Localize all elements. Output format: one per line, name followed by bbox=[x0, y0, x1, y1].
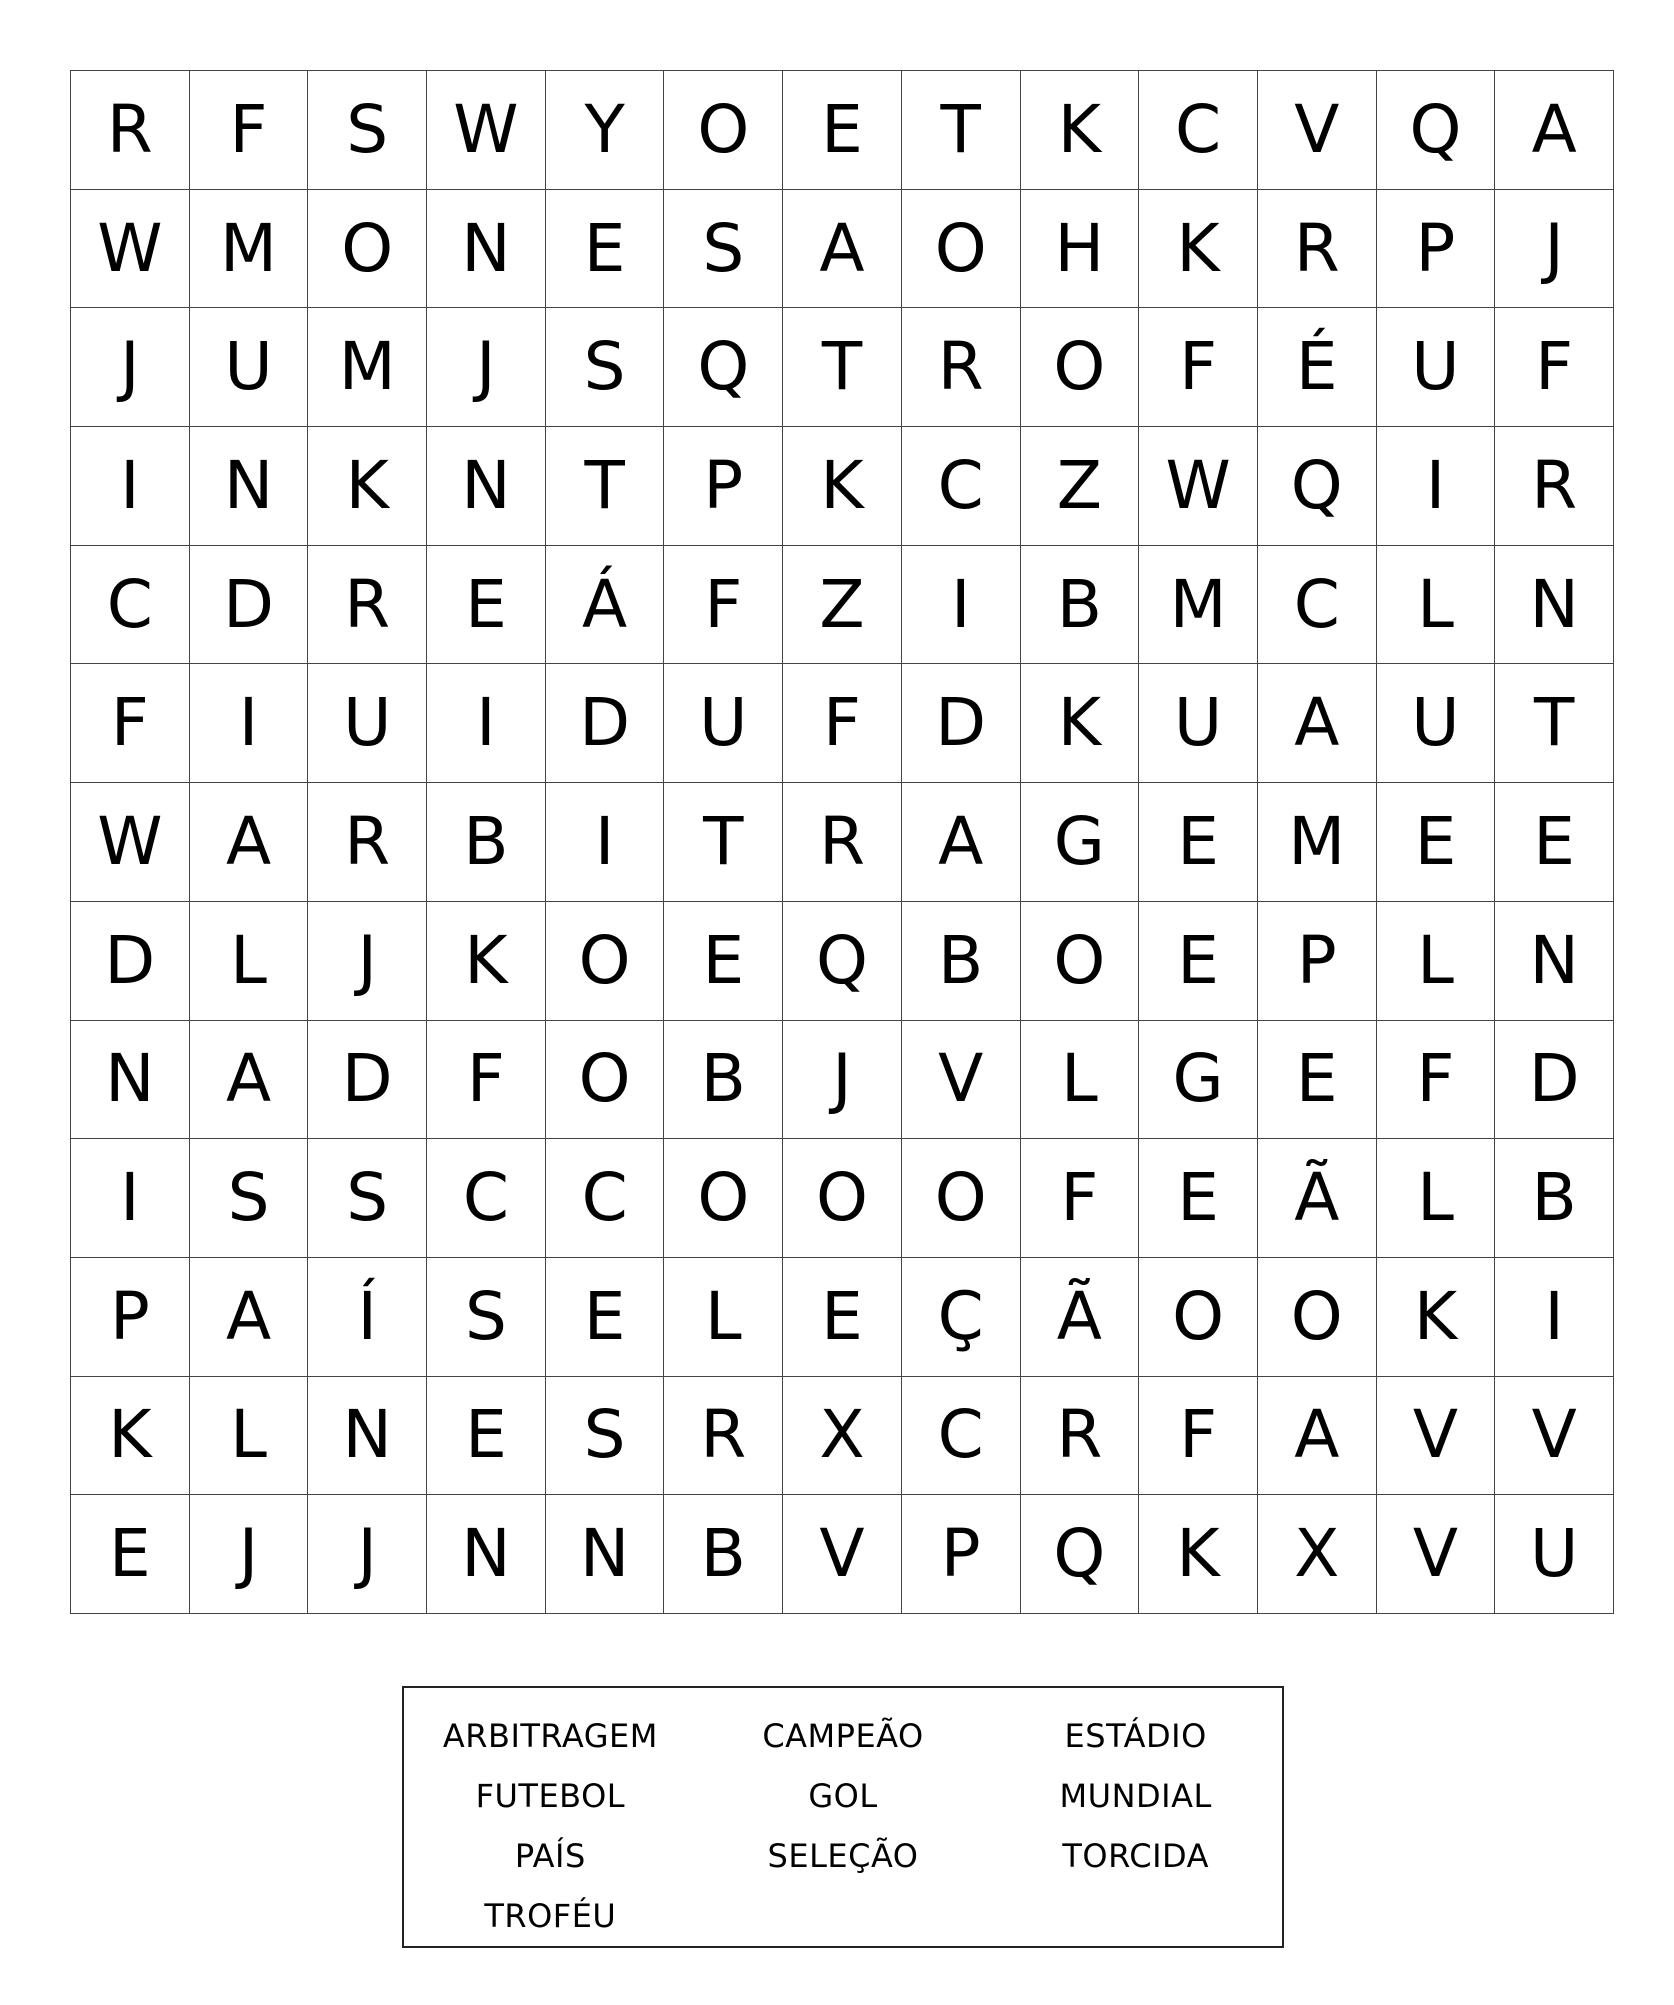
grid-cell[interactable]: D bbox=[190, 546, 309, 665]
word-list-item: FUTEBOL bbox=[475, 1777, 626, 1815]
grid-cell[interactable]: N bbox=[1495, 546, 1614, 665]
grid-cell[interactable]: R bbox=[902, 308, 1021, 427]
grid-cell[interactable]: E bbox=[546, 1258, 665, 1377]
grid-cell[interactable]: L bbox=[664, 1258, 783, 1377]
grid-cell[interactable]: E bbox=[783, 71, 902, 190]
grid-cell[interactable]: M bbox=[190, 190, 309, 309]
grid-cell[interactable]: V bbox=[902, 1021, 1021, 1140]
grid-cell[interactable]: U bbox=[1495, 1495, 1614, 1614]
grid-cell[interactable]: Q bbox=[1021, 1495, 1140, 1614]
grid-cell[interactable]: S bbox=[546, 1377, 665, 1496]
grid-cell[interactable]: U bbox=[308, 664, 427, 783]
grid-cell[interactable]: B bbox=[902, 902, 1021, 1021]
grid-cell[interactable]: N bbox=[427, 1495, 546, 1614]
word-list-box bbox=[402, 1686, 1284, 1948]
grid-cell[interactable]: G bbox=[1021, 783, 1140, 902]
grid-cell[interactable]: I bbox=[1377, 427, 1496, 546]
grid-cell[interactable]: C bbox=[427, 1139, 546, 1258]
grid-cell[interactable]: R bbox=[308, 783, 427, 902]
grid-cell[interactable]: B bbox=[664, 1021, 783, 1140]
grid-cell[interactable]: D bbox=[902, 664, 1021, 783]
grid-cell[interactable]: O bbox=[902, 1139, 1021, 1258]
grid-cell[interactable]: O bbox=[902, 190, 1021, 309]
grid-cell[interactable]: N bbox=[190, 427, 309, 546]
grid-cell[interactable]: Z bbox=[1021, 427, 1140, 546]
grid-cell[interactable]: O bbox=[664, 1139, 783, 1258]
grid-cell[interactable]: W bbox=[71, 783, 190, 902]
grid-cell[interactable]: N bbox=[71, 1021, 190, 1140]
word-list-item: TORCIDA bbox=[1062, 1837, 1209, 1875]
grid-cell[interactable]: I bbox=[902, 546, 1021, 665]
grid-cell[interactable]: F bbox=[1021, 1139, 1140, 1258]
grid-cell[interactable]: S bbox=[190, 1139, 309, 1258]
word-list-item: TROFÉU bbox=[484, 1897, 617, 1935]
grid-cell[interactable]: L bbox=[1377, 902, 1496, 1021]
word-list-item: MUNDIAL bbox=[1059, 1777, 1212, 1815]
grid-cell[interactable]: D bbox=[546, 664, 665, 783]
grid-cell[interactable]: F bbox=[664, 546, 783, 665]
grid-cell[interactable]: A bbox=[190, 1021, 309, 1140]
grid-cell[interactable]: J bbox=[427, 308, 546, 427]
grid-cell[interactable]: S bbox=[308, 1139, 427, 1258]
grid-cell[interactable]: R bbox=[783, 783, 902, 902]
grid-cell[interactable]: S bbox=[308, 71, 427, 190]
grid-cell[interactable]: W bbox=[71, 190, 190, 309]
grid-cell[interactable]: F bbox=[783, 664, 902, 783]
grid-cell[interactable]: F bbox=[1377, 1021, 1496, 1140]
word-list-item: GOL bbox=[808, 1777, 878, 1815]
grid-cell[interactable]: J bbox=[190, 1495, 309, 1614]
grid-cell[interactable]: O bbox=[546, 1021, 665, 1140]
grid-cell[interactable]: U bbox=[1377, 308, 1496, 427]
grid-cell[interactable]: U bbox=[190, 308, 309, 427]
grid-cell[interactable]: W bbox=[1139, 427, 1258, 546]
grid-cell[interactable]: W bbox=[427, 71, 546, 190]
grid-cell[interactable]: P bbox=[902, 1495, 1021, 1614]
grid-cell[interactable]: L bbox=[1377, 546, 1496, 665]
grid-cell[interactable]: E bbox=[546, 190, 665, 309]
grid-cell[interactable]: E bbox=[427, 546, 546, 665]
grid-cell[interactable]: R bbox=[71, 71, 190, 190]
grid-cell[interactable]: J bbox=[1495, 190, 1614, 309]
grid-cell[interactable]: N bbox=[308, 1377, 427, 1496]
word-list-item: ESTÁDIO bbox=[1064, 1717, 1207, 1755]
grid-cell[interactable]: F bbox=[71, 664, 190, 783]
grid-cell[interactable]: K bbox=[1021, 71, 1140, 190]
grid-cell[interactable]: K bbox=[783, 427, 902, 546]
grid-cell[interactable]: O bbox=[1258, 1258, 1377, 1377]
word-list-column bbox=[697, 1706, 990, 1946]
grid-cell[interactable]: Q bbox=[1377, 71, 1496, 190]
word-search-grid bbox=[70, 70, 1614, 1614]
grid-cell[interactable]: E bbox=[1139, 902, 1258, 1021]
grid-cell[interactable]: K bbox=[1139, 1495, 1258, 1614]
grid-cell[interactable]: A bbox=[1258, 664, 1377, 783]
grid-cell[interactable]: B bbox=[1021, 546, 1140, 665]
grid-cell[interactable]: I bbox=[71, 1139, 190, 1258]
grid-cell[interactable]: L bbox=[1021, 1021, 1140, 1140]
grid-cell[interactable]: É bbox=[1258, 308, 1377, 427]
grid-cell[interactable]: A bbox=[1258, 1377, 1377, 1496]
grid-cell[interactable]: C bbox=[902, 427, 1021, 546]
grid-cell[interactable]: E bbox=[664, 902, 783, 1021]
grid-cell[interactable]: K bbox=[308, 427, 427, 546]
grid-cell[interactable]: M bbox=[1258, 783, 1377, 902]
grid-cell[interactable]: E bbox=[783, 1258, 902, 1377]
grid-cell[interactable]: B bbox=[664, 1495, 783, 1614]
grid-cell[interactable]: F bbox=[1139, 1377, 1258, 1496]
grid-cell[interactable]: K bbox=[1139, 190, 1258, 309]
grid-cell[interactable]: S bbox=[664, 190, 783, 309]
grid-cell[interactable]: X bbox=[783, 1377, 902, 1496]
grid-cell[interactable]: A bbox=[783, 190, 902, 309]
grid-cell[interactable]: R bbox=[1021, 1377, 1140, 1496]
grid-cell[interactable]: O bbox=[783, 1139, 902, 1258]
grid-cell[interactable]: J bbox=[783, 1021, 902, 1140]
grid-cell[interactable]: K bbox=[71, 1377, 190, 1496]
grid-cell[interactable]: P bbox=[71, 1258, 190, 1377]
grid-cell[interactable]: Q bbox=[783, 902, 902, 1021]
grid-cell[interactable]: V bbox=[783, 1495, 902, 1614]
grid-cell[interactable]: C bbox=[1139, 71, 1258, 190]
grid-cell[interactable]: S bbox=[546, 308, 665, 427]
grid-cell[interactable]: E bbox=[1139, 1139, 1258, 1258]
grid-cell[interactable]: V bbox=[1377, 1495, 1496, 1614]
grid-cell[interactable]: E bbox=[1258, 1021, 1377, 1140]
grid-cell[interactable]: E bbox=[427, 1377, 546, 1496]
grid-cell[interactable]: K bbox=[427, 902, 546, 1021]
grid-cell[interactable]: X bbox=[1258, 1495, 1377, 1614]
word-list-item: CAMPEÃO bbox=[762, 1717, 924, 1755]
word-list-column bbox=[404, 1706, 697, 1946]
grid-cell[interactable]: B bbox=[1495, 1139, 1614, 1258]
grid-cell[interactable]: N bbox=[1495, 902, 1614, 1021]
grid-cell[interactable]: O bbox=[1021, 308, 1140, 427]
grid-cell[interactable]: O bbox=[1021, 902, 1140, 1021]
grid-cell[interactable]: D bbox=[1495, 1021, 1614, 1140]
grid-cell[interactable]: K bbox=[1021, 664, 1140, 783]
grid-cell[interactable]: U bbox=[1377, 664, 1496, 783]
grid-cell[interactable]: J bbox=[308, 902, 427, 1021]
grid-cell[interactable]: S bbox=[427, 1258, 546, 1377]
grid-cell[interactable]: I bbox=[71, 427, 190, 546]
grid-cell[interactable]: Í bbox=[308, 1258, 427, 1377]
grid-cell[interactable]: C bbox=[1258, 546, 1377, 665]
grid-cell[interactable]: Q bbox=[1258, 427, 1377, 546]
grid-cell[interactable]: A bbox=[190, 783, 309, 902]
grid-cell[interactable]: Y bbox=[546, 71, 665, 190]
grid-cell[interactable]: F bbox=[1495, 308, 1614, 427]
grid-cell[interactable]: I bbox=[1495, 1258, 1614, 1377]
grid-cell[interactable]: N bbox=[427, 190, 546, 309]
grid-cell[interactable]: R bbox=[1495, 427, 1614, 546]
grid-cell[interactable]: D bbox=[308, 1021, 427, 1140]
grid-cell[interactable]: B bbox=[427, 783, 546, 902]
grid-cell[interactable]: Ã bbox=[1258, 1139, 1377, 1258]
grid-cell[interactable]: Z bbox=[783, 546, 902, 665]
grid-cell[interactable]: T bbox=[664, 783, 783, 902]
grid-cell[interactable]: H bbox=[1021, 190, 1140, 309]
grid-cell[interactable]: A bbox=[1495, 71, 1614, 190]
word-list-item: PAÍS bbox=[514, 1837, 586, 1875]
grid-cell[interactable]: F bbox=[427, 1021, 546, 1140]
grid-cell[interactable]: E bbox=[1139, 783, 1258, 902]
grid-cell[interactable]: U bbox=[1139, 664, 1258, 783]
grid-cell[interactable]: Á bbox=[546, 546, 665, 665]
grid-cell[interactable]: E bbox=[71, 1495, 190, 1614]
grid-cell[interactable]: A bbox=[902, 783, 1021, 902]
grid-cell[interactable]: L bbox=[1377, 1139, 1496, 1258]
word-list-item: ARBITRAGEM bbox=[442, 1717, 658, 1755]
grid-cell[interactable]: M bbox=[1139, 546, 1258, 665]
grid-cell[interactable]: J bbox=[71, 308, 190, 427]
grid-cell[interactable]: I bbox=[190, 664, 309, 783]
grid-cell[interactable]: E bbox=[1377, 783, 1496, 902]
grid-cell[interactable]: G bbox=[1139, 1021, 1258, 1140]
grid-cell[interactable]: O bbox=[546, 902, 665, 1021]
grid-cell[interactable]: D bbox=[71, 902, 190, 1021]
grid-cell[interactable]: M bbox=[308, 308, 427, 427]
grid-cell[interactable]: R bbox=[308, 546, 427, 665]
grid-cell[interactable]: C bbox=[902, 1377, 1021, 1496]
grid-cell[interactable]: O bbox=[308, 190, 427, 309]
grid-cell[interactable]: C bbox=[71, 546, 190, 665]
grid-cell[interactable]: T bbox=[546, 427, 665, 546]
grid-cell[interactable]: P bbox=[664, 427, 783, 546]
grid-cell[interactable]: U bbox=[664, 664, 783, 783]
grid-cell[interactable]: I bbox=[427, 664, 546, 783]
grid-cell[interactable]: N bbox=[427, 427, 546, 546]
grid-cell[interactable]: F bbox=[190, 71, 309, 190]
grid-cell[interactable]: L bbox=[190, 902, 309, 1021]
grid-cell[interactable]: P bbox=[1377, 190, 1496, 309]
grid-cell[interactable]: P bbox=[1258, 902, 1377, 1021]
word-list-column bbox=[989, 1706, 1282, 1946]
grid-cell[interactable]: Ã bbox=[1021, 1258, 1140, 1377]
grid-cell[interactable]: V bbox=[1495, 1377, 1614, 1496]
grid-cell[interactable]: C bbox=[546, 1139, 665, 1258]
grid-cell[interactable]: Ç bbox=[902, 1258, 1021, 1377]
word-list-item: SELEÇÃO bbox=[767, 1837, 919, 1875]
grid-cell[interactable]: V bbox=[1377, 1377, 1496, 1496]
grid-cell[interactable]: T bbox=[783, 308, 902, 427]
grid-cell[interactable]: O bbox=[1139, 1258, 1258, 1377]
grid-cell[interactable]: K bbox=[1377, 1258, 1496, 1377]
grid-cell[interactable]: L bbox=[190, 1377, 309, 1496]
grid-cell[interactable]: Q bbox=[664, 308, 783, 427]
grid-cell[interactable]: F bbox=[1139, 308, 1258, 427]
grid-cell[interactable]: T bbox=[1495, 664, 1614, 783]
grid-cell[interactable]: A bbox=[190, 1258, 309, 1377]
grid-cell[interactable]: R bbox=[1258, 190, 1377, 309]
grid-cell[interactable]: E bbox=[1495, 783, 1614, 902]
grid-cell[interactable]: O bbox=[664, 71, 783, 190]
grid-cell[interactable]: J bbox=[308, 1495, 427, 1614]
grid-cell[interactable]: V bbox=[1258, 71, 1377, 190]
grid-cell[interactable]: I bbox=[546, 783, 665, 902]
grid-cell[interactable]: T bbox=[902, 71, 1021, 190]
grid-cell[interactable]: N bbox=[546, 1495, 665, 1614]
grid-cell[interactable]: R bbox=[664, 1377, 783, 1496]
